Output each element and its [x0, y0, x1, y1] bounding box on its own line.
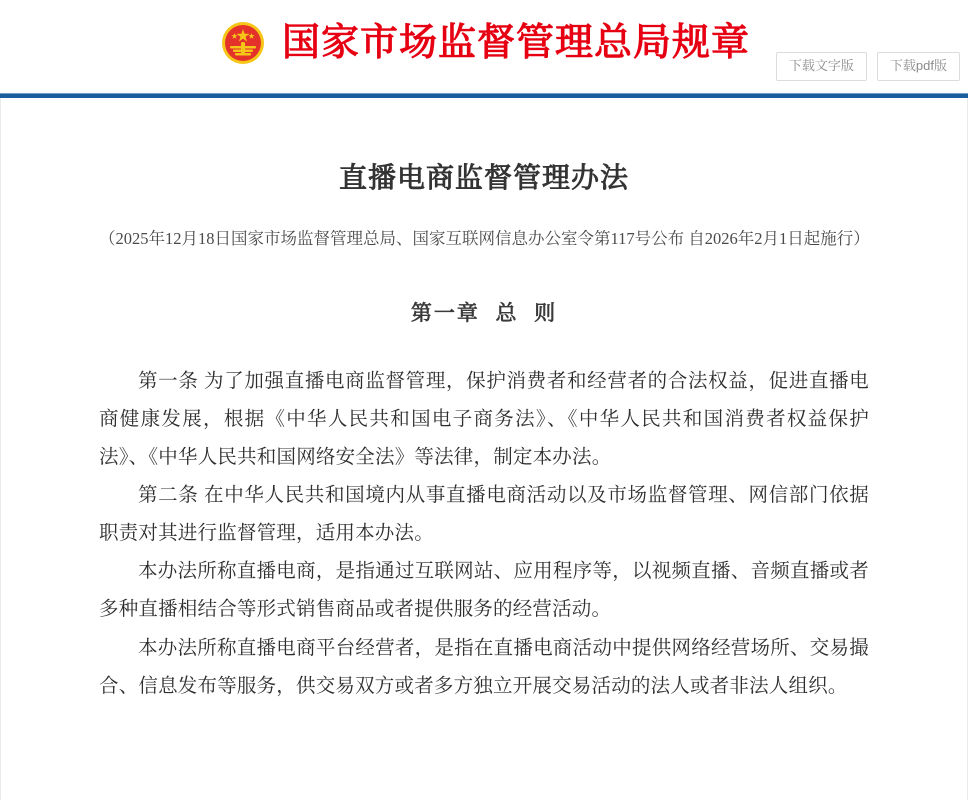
article-paragraph: 第一条 为了加强直播电商监督管理，保护消费者和经营者的合法权益，促进直播电商健康发展，根据《中华人民共和国电子商务法》、《中华人民共和国消费者权益保护法》、《中华人民共和国网络安全法》等法律，制定本办法。	[99, 371, 869, 469]
chapter-heading: 第一章 总 则	[410, 302, 558, 326]
article-paragraph: 本办法所称直播电商，是指通过互联网站、应用程序等，以视频直播、音频直播或者多种直播相结合等形式销售商品或者提供服务的经营活动。	[99, 561, 869, 621]
document-subtitle: （2025年12月18日国家市场监督管理总局、国家互联网信息办公室令第117号公布 自2026年2月1日起施行）	[99, 229, 870, 249]
download-pdf-button[interactable]: 下载pdf版	[877, 52, 960, 81]
document-body	[0, 98, 968, 800]
document-title: 直播电商监督管理办法	[338, 162, 629, 193]
masthead-title: 国家市场监督管理总局规章	[281, 22, 750, 64]
download-text-button[interactable]: 下载文字版	[776, 52, 867, 81]
article-paragraph: 本办法所称直播电商平台经营者，是指在直播电商活动中提供网络经营场所、交易撮合、信息发布等服务，供交易双方或者多方独立开展交易活动的法人或者非法人组织。	[99, 637, 869, 697]
download-buttons	[776, 52, 960, 81]
masthead	[0, 0, 968, 93]
article-list	[99, 363, 869, 705]
article-paragraph: 第二条 在中华人民共和国境内从事直播电商活动以及市场监督管理、网信部门依据职责对其进行监督管理，适用本办法。	[99, 485, 869, 545]
national-emblem-icon	[218, 18, 268, 68]
